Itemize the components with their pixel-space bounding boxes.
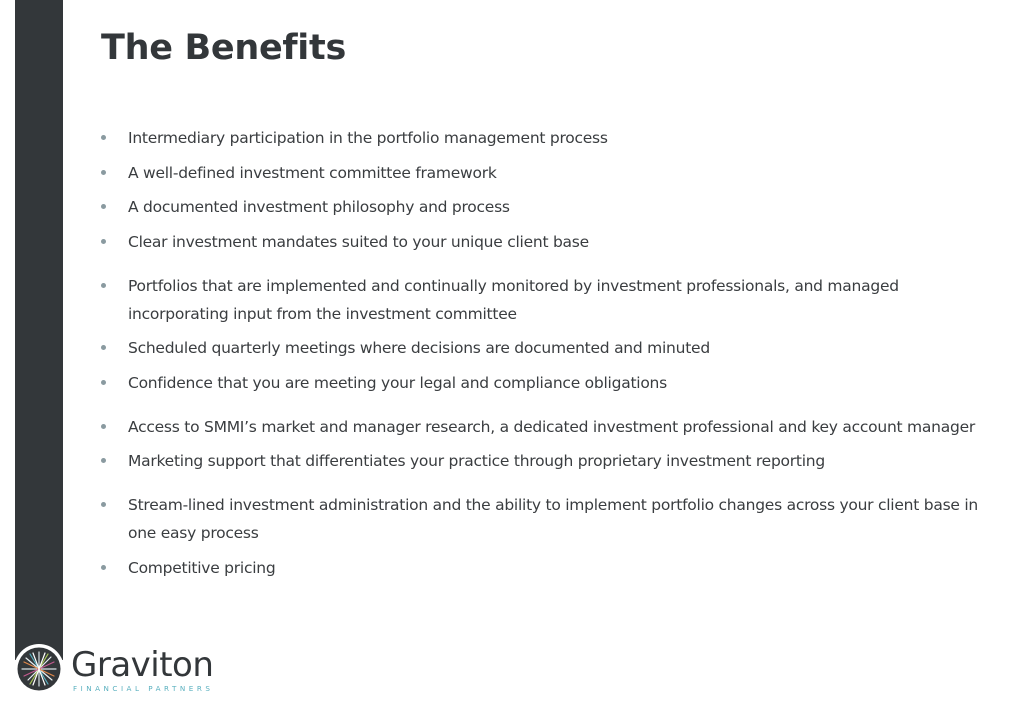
list-item-text: Confidence that you are meeting your legal and compliance obligations bbox=[128, 373, 667, 392]
bullet-icon bbox=[101, 380, 106, 385]
list-item bbox=[101, 272, 981, 328]
list-item bbox=[101, 334, 981, 362]
list-item bbox=[101, 193, 981, 221]
logo-wordmark: Graviton bbox=[71, 645, 214, 685]
list-item-text: Competitive pricing bbox=[128, 558, 276, 577]
list-item-text: Clear investment mandates suited to your unique client base bbox=[128, 232, 589, 251]
list-item-text: Intermediary participation in the portfolio management process bbox=[128, 129, 608, 147]
graviton-star-logo-icon bbox=[14, 644, 64, 694]
list-item-text: Portfolios that are implemented and continually monitored by investment professionals, and managed incorporating input from the investment committee bbox=[128, 276, 899, 323]
list-item bbox=[101, 124, 981, 152]
bullet-icon bbox=[101, 283, 106, 288]
list-item-text: Access to SMMI’s market and manager research, a dedicated investment professional and key account manager bbox=[128, 417, 975, 436]
list-item-text: A well-defined investment committee framework bbox=[128, 163, 497, 182]
list-item bbox=[101, 228, 981, 256]
logo-tagline: FINANCIAL PARTNERS bbox=[73, 684, 214, 693]
slide-title: The Benefits bbox=[101, 28, 346, 68]
bullet-icon bbox=[101, 170, 106, 175]
bullet-icon bbox=[101, 204, 106, 209]
bullet-icon bbox=[101, 502, 106, 507]
list-item bbox=[101, 413, 981, 441]
bullet-icon bbox=[101, 239, 106, 244]
benefits-list bbox=[101, 124, 981, 582]
bullet-icon bbox=[101, 135, 106, 140]
list-item-text: Stream-lined investment administration and the ability to implement portfolio changes across your client base in one easy process bbox=[128, 496, 978, 542]
bullet-icon bbox=[101, 424, 106, 429]
list-item bbox=[101, 554, 981, 582]
list-item bbox=[101, 491, 981, 547]
side-accent-bar bbox=[15, 0, 63, 660]
list-item bbox=[101, 447, 981, 475]
list-item-text: Scheduled quarterly meetings where decisions are documented and minuted bbox=[128, 339, 710, 357]
list-item bbox=[101, 159, 981, 187]
bullet-icon bbox=[101, 458, 106, 463]
list-item bbox=[101, 369, 981, 397]
list-item-text: Marketing support that differentiates your practice through proprietary investment reporting bbox=[128, 452, 825, 470]
list-item-text: A documented investment philosophy and process bbox=[128, 198, 510, 216]
bullet-icon bbox=[101, 565, 106, 570]
bullet-icon bbox=[101, 345, 106, 350]
